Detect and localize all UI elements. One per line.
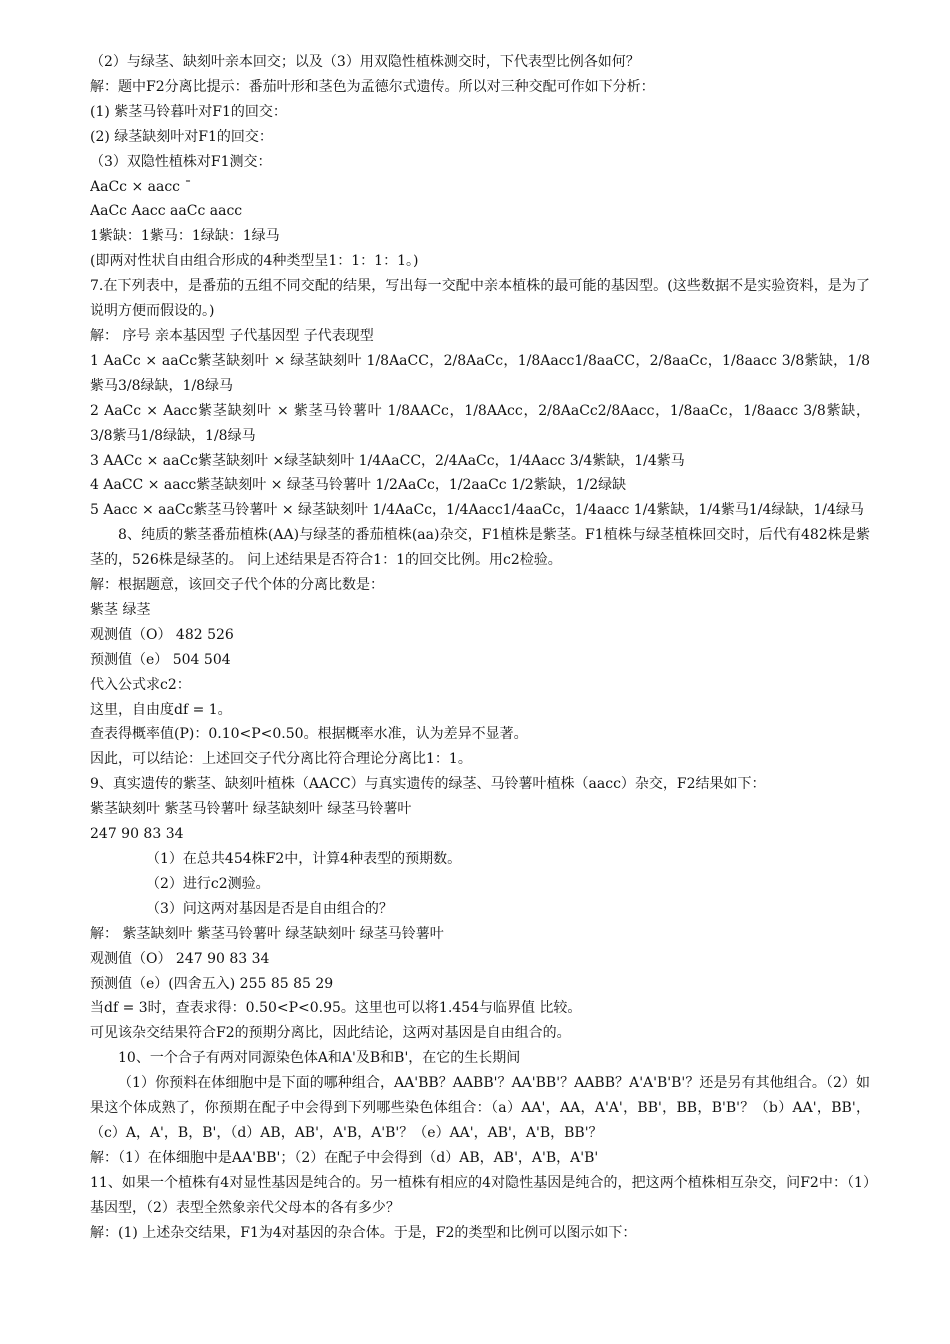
observed-values: 观测值（O） 247 90 83 34 bbox=[90, 950, 270, 967]
cross-row-5: 5 Aacc × aaCc紫茎马铃薯叶 × 绿茎缺刻叶 1/4AaCc，1/4Aacc1/4aaCc，1/4aacc 1/4紫缺，1/4紫马1/4绿缺，1/4绿马 bbox=[90, 502, 864, 519]
expected-values: 预测值（e） 504 504 bbox=[90, 651, 231, 668]
observed-values: 观测值（O） 482 526 bbox=[90, 626, 234, 643]
text-line: 当df = 3时，查表求得：0.50<P<0.95。这里也可以将1.454与临界值 比较。 bbox=[90, 1000, 582, 1017]
text-line: (2) 绿茎缺刻叶对F1的回交： bbox=[90, 128, 273, 145]
question-7: 7.在下列表中，是番茄的五组不同交配的结果，写出每一交配中亲本植株的最可能的基因型。(这些数据不是实验资料，是为了说明方便而假设的。) bbox=[90, 278, 870, 320]
text-line: 可见该杂交结果符合F2的预期分离比，因此结论，这两对基因是自由组合的。 bbox=[90, 1025, 571, 1042]
expected-values: 预测值（e）(四舍五入) 255 85 85 29 bbox=[90, 975, 334, 992]
text-line: 因此，可以结论：上述回交子代分离比符合理论分离比1：1。 bbox=[90, 751, 472, 768]
text-line: （2）与绿茎、缺刻叶亲本回交；以及（3）用双隐性植株测交时，下代表型比例各如何？ bbox=[90, 54, 640, 70]
text-line: 紫茎缺刻叶 紫茎马铃薯叶 绿茎缺刻叶 绿茎马铃薯叶 bbox=[90, 801, 412, 818]
sub-question: （3）问这两对基因是否是自由组合的？ bbox=[146, 900, 393, 917]
text-line: 紫茎 绿茎 bbox=[90, 601, 151, 618]
text-line: 解：（1）在体细胞中是AA'BB'；（2）在配子中会得到（d）AB，AB'，A'B，A'B' bbox=[90, 1149, 599, 1166]
question-9: 9、真实遗传的紫茎、缺刻叶植株（AACC）与真实遗传的绿茎、马铃薯叶植株（aacc）杂交，F2结果如下： bbox=[90, 776, 766, 793]
text-line: 查表得概率值(P)：0.10<P<0.50。根据概率水准，认为差异不显著。 bbox=[90, 726, 528, 743]
genotype-offspring: AaCc Aacc aaCc aacc bbox=[90, 203, 243, 220]
question-11: 11、如果一个植株有4对显性基因是纯合的。另一植株有相应的4对隐性基因是纯合的，把这两个植株相互杂交，问F2中：（1）基因型，（2）表型全然象亲代父母本的各有多少？ bbox=[90, 1174, 870, 1216]
text-line: 解：(1) 上述杂交结果，F1为4对基因的杂合体。于是，F2的类型和比例可以图示如下： bbox=[90, 1224, 637, 1241]
question-10: 10、一个合子有两对同源染色体A和A'及B和B'，在它的生长期间 bbox=[118, 1050, 521, 1067]
text-line: 这里，自由度df = 1。 bbox=[90, 701, 232, 718]
phenotype-ratio: 1紫缺：1紫马：1绿缺：1绿马 bbox=[90, 228, 280, 245]
text-line: 代入公式求c2： bbox=[90, 676, 191, 693]
text-line: 247 90 83 34 bbox=[90, 826, 184, 843]
cross-row-1: 1 AaCc × aaCc紫茎缺刻叶 × 绿茎缺刻叶 1/8AaCC，2/8AaCc，1/8Aacc1/8aaCC，2/8aaCc，1/8aacc 3/8紫缺，1/8紫马3/8绿缺，1/8绿马 bbox=[90, 352, 870, 394]
question-10-body: （1）你预料在体细胞中是下面的哪种组合，AA'BB？AABB'？AA'BB'？AABB？A'A'B'B'？还是另有其他组合。（2）如果这个体成熟了，你预期在配子中会得到下列哪些染色体组合：（a）AA'，AA，A'A'，BB'，BB，B'B'？（b）AA'，BB'，（c）A，A'，B，B'，（d）AB，AB'，A'B，A'B'？（e）AA'，AB'，A'B，BB'？ bbox=[90, 1075, 870, 1141]
cross-row-3: 3 AACc × aaCc紫茎缺刻叶 ×绿茎缺刻叶 1/4AaCC，2/4AaCc，1/4Aacc 3/4紫缺，1/4紫马 bbox=[90, 452, 685, 469]
text-line: 解： 紫茎缺刻叶 紫茎马铃薯叶 绿茎缺刻叶 绿茎马铃薯叶 bbox=[90, 925, 444, 942]
text-line: 解：根据题意，该回交子代个体的分离比数是： bbox=[90, 577, 384, 594]
document-page bbox=[90, 50, 870, 1246]
sub-question: （2）进行c2测验。 bbox=[146, 875, 270, 892]
cross-row-2: 2 AaCc × Aacc紫茎缺刻叶 × 紫茎马铃薯叶 1/8AACc，1/8AAcc，2/8AaCc2/8Aacc，1/8aaCc，1/8aacc 3/8紫缺，3/8紫马1/8绿缺，1/8绿马 bbox=[90, 402, 870, 444]
text-line: 解：题中F2分离比提示：番茄叶形和茎色为孟德尔式遗传。所以对三种交配可作如下分析： bbox=[90, 78, 655, 95]
text-line: (1) 紫茎马铃暮叶对F1的回交： bbox=[90, 103, 287, 120]
question-8: 8、纯质的紫茎番茄植株(AA)与绿茎的番茄植株(aa)杂交，F1植株是紫茎。F1植株与绿茎植株回交时，后代有482株是紫茎的，526株是绿茎的。 问上述结果是否符合1：1的回交比例。用c2检验。 bbox=[90, 527, 870, 569]
genotype-cross: AaCc × aacc ¯ bbox=[90, 178, 192, 195]
text-line: (即两对性状自由组合形成的4种类型呈1：1：1：1。) bbox=[90, 253, 419, 270]
table-header-line: 解： 序号 亲本基因型 子代基因型 子代表现型 bbox=[90, 327, 374, 344]
cross-row-4: 4 AaCC × aacc紫茎缺刻叶 × 绿茎马铃薯叶 1/2AaCc，1/2aaCc 1/2紫缺，1/2绿缺 bbox=[90, 477, 627, 494]
sub-question: （1）在总共454株F2中，计算4种表型的预期数。 bbox=[146, 851, 462, 867]
text-line: （3）双隐性植株对F1测交： bbox=[90, 153, 272, 170]
